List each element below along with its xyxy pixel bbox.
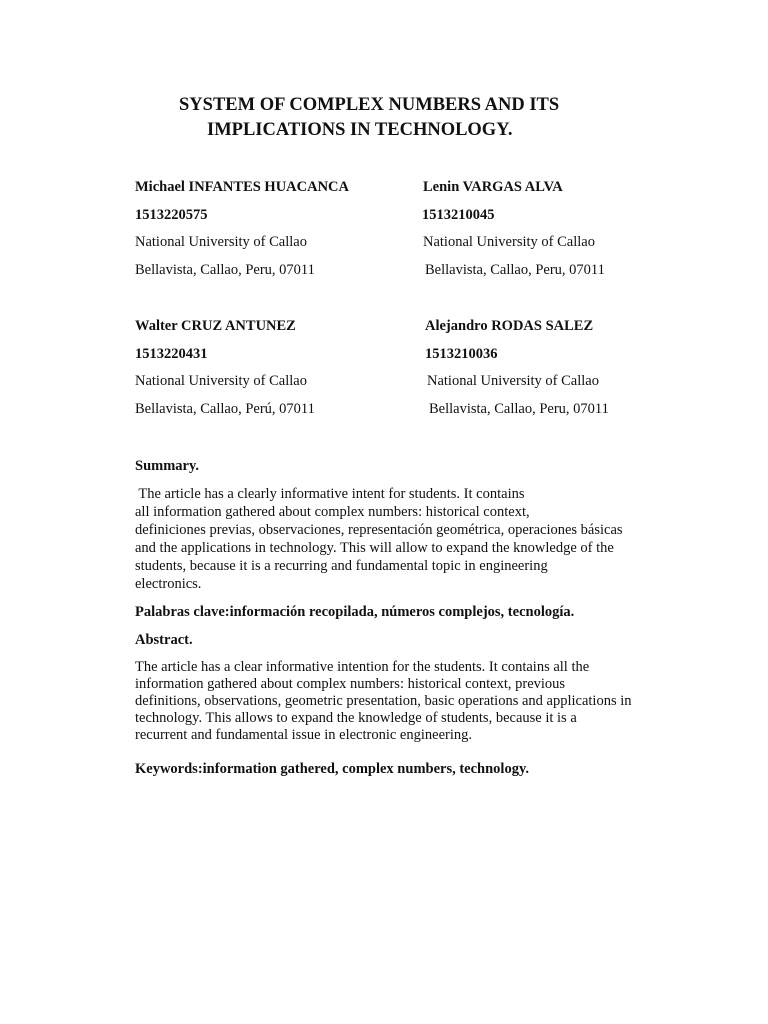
- author-name: Michael INFANTES HUACANCA: [135, 179, 350, 195]
- abstract-line: recurrent and fundamental issue in electronic engineering.: [135, 727, 472, 743]
- title-line-1: SYSTEM OF COMPLEX NUMBERS AND ITS: [179, 95, 560, 115]
- abstract-line: information gathered about complex numbers: historical context, previous: [135, 676, 566, 692]
- author-block-4: [425, 313, 609, 423]
- summary-heading: Summary.: [135, 458, 200, 474]
- author-address: Bellavista, Callao, Perú, 07011: [135, 400, 315, 417]
- title-line-2: IMPLICATIONS IN TECHNOLOGY.: [207, 120, 513, 140]
- author-institution: National University of Callao: [423, 234, 595, 251]
- keywords: Keywords:information gathered, complex numbers, technology.: [135, 761, 530, 777]
- paper-title: [150, 93, 624, 143]
- author-institution: National University of Callao: [427, 373, 599, 390]
- author-id: 1513220575: [135, 206, 208, 223]
- author-block-1: [135, 174, 349, 284]
- summary-line: and the applications in technology. This will allow to expand the knowledge of the: [135, 540, 614, 556]
- author-name: Alejandro RODAS SALEZ: [425, 318, 594, 334]
- author-address: Bellavista, Callao, Peru, 07011: [425, 261, 605, 278]
- summary-line: definiciones previas, observaciones, representación geométrica, operaciones básicas: [135, 522, 623, 538]
- author-address: Bellavista, Callao, Peru, 07011: [135, 261, 315, 278]
- abstract-line: technology. This allows to expand the knowledge of students, because it is a: [135, 710, 577, 726]
- summary-line: students, because it is a recurring and fundamental topic in engineering: [135, 558, 548, 574]
- summary-line: The article has a clearly informative intent for students. It contains: [135, 486, 525, 502]
- author-name: Lenin VARGAS ALVA: [423, 179, 563, 195]
- abstract-paragraph: [135, 659, 632, 744]
- author-institution: National University of Callao: [135, 234, 307, 251]
- author-block-3: [135, 313, 315, 423]
- summary-line: electronics.: [135, 576, 202, 592]
- palabras-clave: Palabras clave:información recopilada, números complejos, tecnología.: [135, 604, 575, 620]
- author-name: Walter CRUZ ANTUNEZ: [135, 318, 296, 334]
- author-id: 1513210036: [425, 345, 498, 362]
- author-block-2: [423, 174, 605, 284]
- author-address: Bellavista, Callao, Peru, 07011: [429, 400, 609, 417]
- author-id: 1513220431: [135, 345, 208, 362]
- author-id: 1513210045: [422, 206, 495, 223]
- author-institution: National University of Callao: [135, 373, 307, 390]
- abstract-line: definitions, observations, geometric presentation, basic operations and applications in: [135, 693, 632, 709]
- summary-paragraph: [135, 485, 623, 593]
- abstract-heading: Abstract.: [135, 632, 193, 648]
- abstract-line: The article has a clear informative intention for the students. It contains all the: [135, 659, 590, 675]
- summary-line: all information gathered about complex numbers: historical context,: [135, 504, 530, 520]
